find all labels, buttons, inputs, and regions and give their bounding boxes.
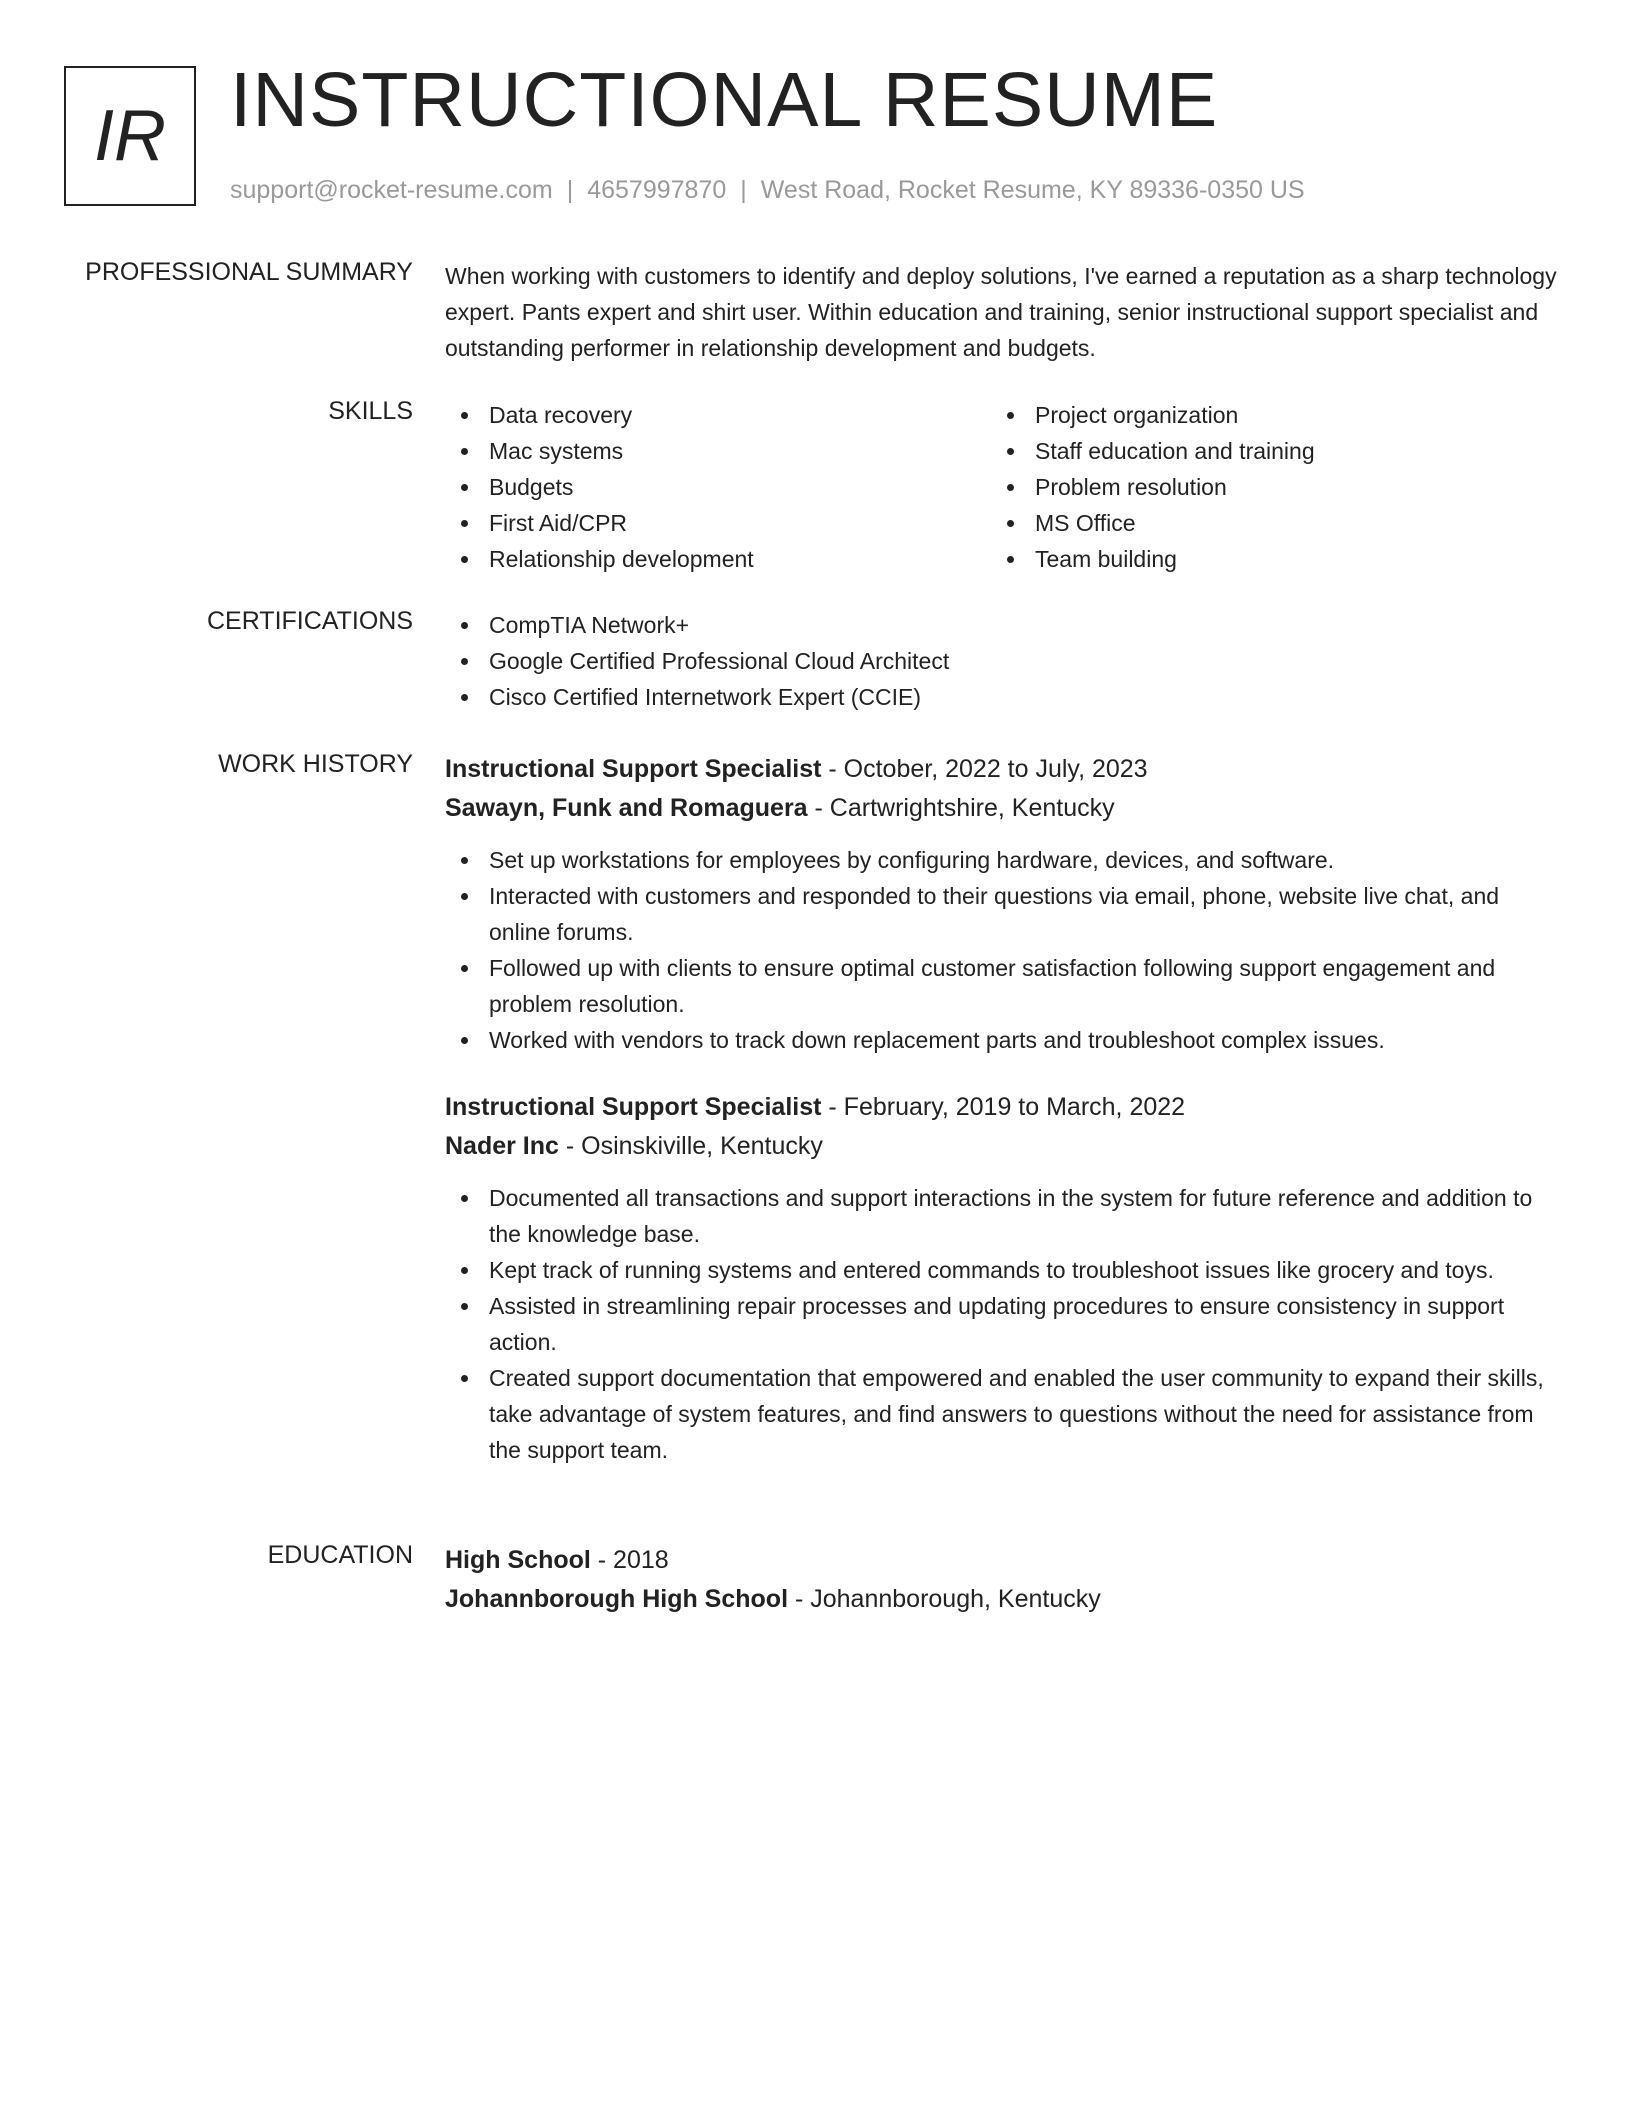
contact-phone[interactable]: 4657997870 <box>587 176 727 204</box>
skill-item: Mac systems <box>445 433 991 469</box>
job-duty: Documented all transactions and support interactions in the system for future reference and addition to the knowledge base. <box>445 1180 1565 1252</box>
education-school-line <box>445 1580 1565 1619</box>
job-entry <box>445 1088 1565 1468</box>
education-degree: High School <box>445 1546 591 1574</box>
section-title-certifications: CERTIFICATIONS <box>206 607 413 635</box>
education-school: Johannborough High School <box>445 1585 789 1613</box>
section-title-skills: SKILLS <box>328 397 413 425</box>
education-year: - 2018 <box>590 1546 669 1574</box>
job-company: Sawayn, Funk and Romaguera <box>445 794 808 822</box>
contact-separator: | <box>740 176 747 204</box>
education-location: - Johannborough, Kentucky <box>788 1585 1101 1613</box>
contact-line <box>230 176 1305 205</box>
skill-item: First Aid/CPR <box>445 505 991 541</box>
job-role: Instructional Support Specialist <box>445 755 822 783</box>
job-company-line <box>445 789 1565 828</box>
job-location: - Cartwrightshire, Kentucky <box>807 794 1115 822</box>
education-degree-line <box>445 1541 1565 1580</box>
job-dates: - October, 2022 to July, 2023 <box>821 755 1148 783</box>
resume-name: INSTRUCTIONAL RESUME <box>230 57 1219 143</box>
certifications-list <box>445 607 1565 715</box>
section-title-work-history: WORK HISTORY <box>218 750 413 778</box>
contact-separator: | <box>566 176 574 204</box>
monogram: IR <box>64 66 196 206</box>
job-company-line <box>445 1127 1565 1166</box>
certification-item: Google Certified Professional Cloud Architect <box>445 643 1565 679</box>
certification-item: Cisco Certified Internetwork Expert (CCIE) <box>445 679 1565 715</box>
job-duty: Kept track of running systems and entered commands to troubleshoot issues like grocery and toys. <box>445 1252 1565 1288</box>
section-title-summary: PROFESSIONAL SUMMARY <box>85 258 413 286</box>
job-title-line <box>445 1088 1565 1127</box>
skill-item: Problem resolution <box>991 469 1537 505</box>
skill-item: Staff education and training <box>991 433 1537 469</box>
job-duty: Followed up with clients to ensure optimal customer satisfaction following support engagement and problem resolution. <box>445 950 1565 1022</box>
skill-item: Budgets <box>445 469 991 505</box>
job-duty: Assisted in streamlining repair processes and updating procedures to ensure consistency in support action. <box>445 1288 1565 1360</box>
skills-body <box>445 397 1565 577</box>
skills-list-right <box>991 397 1537 577</box>
skill-item: Data recovery <box>445 397 991 433</box>
job-title-line <box>445 750 1565 789</box>
job-duties-list <box>445 1180 1565 1468</box>
skill-item: Relationship development <box>445 541 991 577</box>
certification-item: CompTIA Network+ <box>445 607 1565 643</box>
skill-item: Team building <box>991 541 1537 577</box>
job-duty: Worked with vendors to track down replacement parts and troubleshoot complex issues. <box>445 1022 1565 1058</box>
section-title-education: EDUCATION <box>267 1541 413 1569</box>
summary-body <box>445 258 1565 366</box>
skill-item: Project organization <box>991 397 1537 433</box>
work-history-body <box>445 750 1565 1468</box>
job-duty: Interacted with customers and responded to their questions via email, phone, website live chat, and online forums. <box>445 878 1565 950</box>
job-entry <box>445 750 1565 1058</box>
job-role: Instructional Support Specialist <box>445 1093 822 1121</box>
summary-text: When working with customers to identify and deploy solutions, I've earned a reputation as a sharp technology expert. Pants expert and shirt user. Within education and training, senior instructional support specialist and outstanding performer in relationship development and budgets. <box>445 263 1557 361</box>
job-location: - Osinskiville, Kentucky <box>558 1132 823 1160</box>
contact-email[interactable]: support@rocket-resume.com <box>230 176 553 204</box>
job-duty: Set up workstations for employees by configuring hardware, devices, and software. <box>445 842 1565 878</box>
job-duties-list <box>445 842 1565 1058</box>
skills-list-left <box>445 397 991 577</box>
job-duty: Created support documentation that empowered and enabled the user community to expand their skills, take advantage of system features, and find answers to questions without the need for assistance from the support team. <box>445 1360 1565 1468</box>
certifications-body <box>445 607 1565 715</box>
skill-item: MS Office <box>991 505 1537 541</box>
education-body <box>445 1541 1565 1619</box>
contact-address: West Road, Rocket Resume, KY 89336-0350 US <box>760 176 1305 204</box>
job-company: Nader Inc <box>445 1132 559 1160</box>
job-dates: - February, 2019 to March, 2022 <box>821 1093 1186 1121</box>
